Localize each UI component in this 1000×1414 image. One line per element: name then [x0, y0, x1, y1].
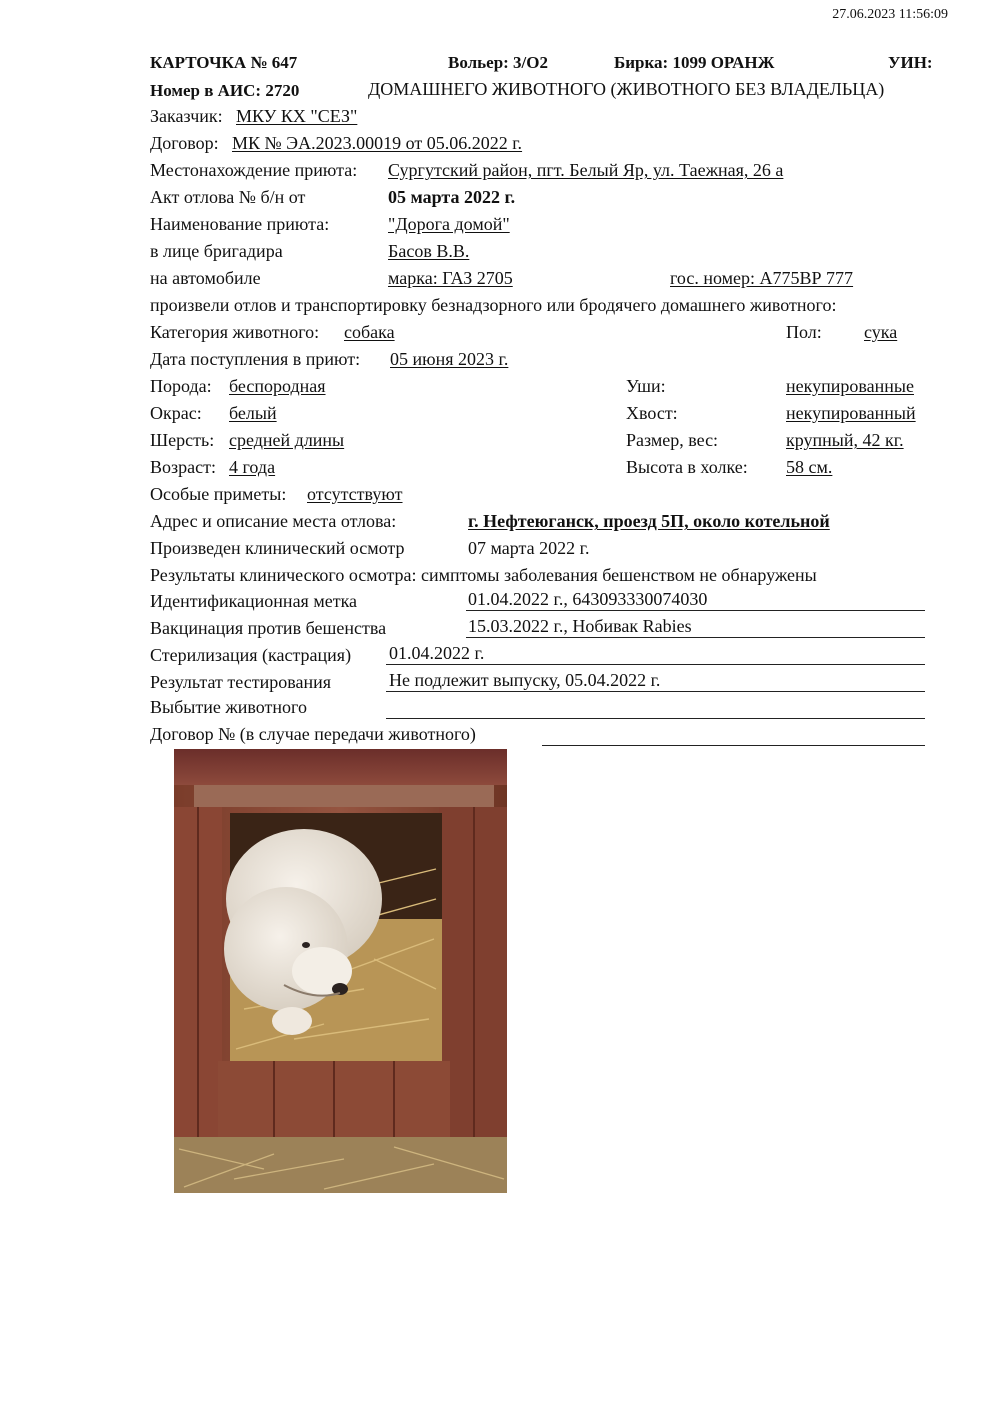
customer-value: МКУ КХ "СЕЗ"	[236, 106, 358, 126]
card-number: КАРТОЧКА № 647	[150, 53, 298, 72]
tag-number: Бирка: 1099 ОРАНЖ	[614, 53, 775, 72]
ears-value: некупированные	[786, 376, 914, 396]
breed-value: беспородная	[229, 376, 326, 396]
capture-place-value: г. Нефтеюганск, проезд 5П, около котельной	[468, 511, 830, 531]
marks-label: Особые приметы:	[150, 484, 287, 504]
vaccination-line	[466, 637, 925, 638]
color-label: Окрас:	[150, 403, 202, 423]
test-result-value: Не подлежит выпуску, 05.04.2022 г.	[389, 670, 661, 690]
shelter-location-value: Сургутский район, пгт. Белый Яр, ул. Таежная, 26 а	[388, 160, 784, 180]
customer-label: Заказчик:	[150, 106, 223, 126]
age-value: 4 года	[229, 457, 276, 477]
vehicle-model: марка: ГАЗ 2705	[388, 268, 513, 288]
age-label: Возраст:	[150, 457, 216, 477]
exam-label: Произведен клинический осмотр	[150, 538, 405, 558]
arrival-label: Дата поступления в приют:	[150, 349, 361, 369]
coat-value: средней длины	[229, 430, 345, 450]
id-tag-line	[466, 610, 925, 611]
color-value: белый	[229, 403, 277, 423]
tail-label: Хвост:	[626, 403, 678, 423]
capture-statement: произвели отлов и транспортировку безнадзорного или бродячего домашнего животного:	[150, 295, 837, 315]
enclosure-number: Вольер: 3/О2	[448, 53, 548, 72]
category-label: Категория животного:	[150, 322, 320, 342]
height-label: Высота в холке:	[626, 457, 748, 477]
capture-act-label: Акт отлова № б/н от	[150, 187, 306, 207]
vaccination-label: Вакцинация против бешенства	[150, 618, 387, 638]
shelter-name-value: "Дорога домой"	[388, 214, 510, 234]
breed-label: Порода:	[150, 376, 212, 396]
transfer-contract-line	[542, 745, 925, 746]
card-title: ДОМАШНЕГО ЖИВОТНОГО (ЖИВОТНОГО БЕЗ ВЛАДЕЛЬЦА)	[368, 79, 885, 99]
foreman-label: в лице бригадира	[150, 241, 283, 261]
tail-value: некупированный	[786, 403, 916, 423]
id-tag-label: Идентификационная метка	[150, 591, 358, 611]
vaccination-value: 15.03.2022 г., Нобивак Rabies	[468, 616, 692, 636]
sterilization-label: Стерилизация (кастрация)	[150, 645, 352, 665]
exam-date: 07 марта 2022 г.	[468, 538, 590, 558]
sex-value: сука	[864, 322, 898, 342]
sterilization-line	[386, 664, 925, 665]
departure-line	[386, 718, 925, 719]
sex-label: Пол:	[786, 322, 822, 342]
contract-label: Договор:	[150, 133, 219, 153]
transfer-contract-label: Договор № (в случае передачи животного)	[150, 724, 476, 744]
foreman-value: Басов В.В.	[388, 241, 470, 261]
exam-results: Результаты клинического осмотра: симптомы заболевания бешенством не обнаружены	[150, 565, 817, 585]
arrival-value: 05 июня 2023 г.	[390, 349, 509, 369]
ears-label: Уши:	[626, 376, 666, 396]
sterilization-value: 01.04.2022 г.	[389, 643, 485, 663]
vehicle-label: на автомобиле	[150, 268, 261, 288]
departure-label: Выбытие животного	[150, 697, 307, 717]
height-value: 58 см.	[786, 457, 833, 477]
vehicle-plate: гос. номер: А775ВР 777	[670, 268, 854, 288]
print-timestamp: 27.06.2023 11:56:09	[832, 7, 948, 22]
shelter-name-label: Наименование приюта:	[150, 214, 330, 234]
category-value: собака	[344, 322, 395, 342]
marks-value: отсутствуют	[307, 484, 403, 504]
test-result-label: Результат тестирования	[150, 672, 331, 692]
uin-label: УИН:	[888, 53, 933, 72]
ais-number: Номер в АИС: 2720	[150, 81, 300, 100]
id-tag-value: 01.04.2022 г., 643093330074030	[468, 589, 708, 609]
coat-label: Шерсть:	[150, 430, 215, 450]
size-label: Размер, вес:	[626, 430, 719, 450]
shelter-location-label: Местонахождение приюта:	[150, 160, 358, 180]
contract-value: МК № ЭА.2023.00019 от 05.06.2022 г.	[232, 133, 523, 153]
size-value: крупный, 42 кг.	[786, 430, 904, 450]
capture-act-date: 05 марта 2022 г.	[388, 187, 516, 207]
capture-place-label: Адрес и описание места отлова:	[150, 511, 397, 531]
animal-photo	[174, 749, 507, 1193]
test-result-line	[386, 691, 925, 692]
